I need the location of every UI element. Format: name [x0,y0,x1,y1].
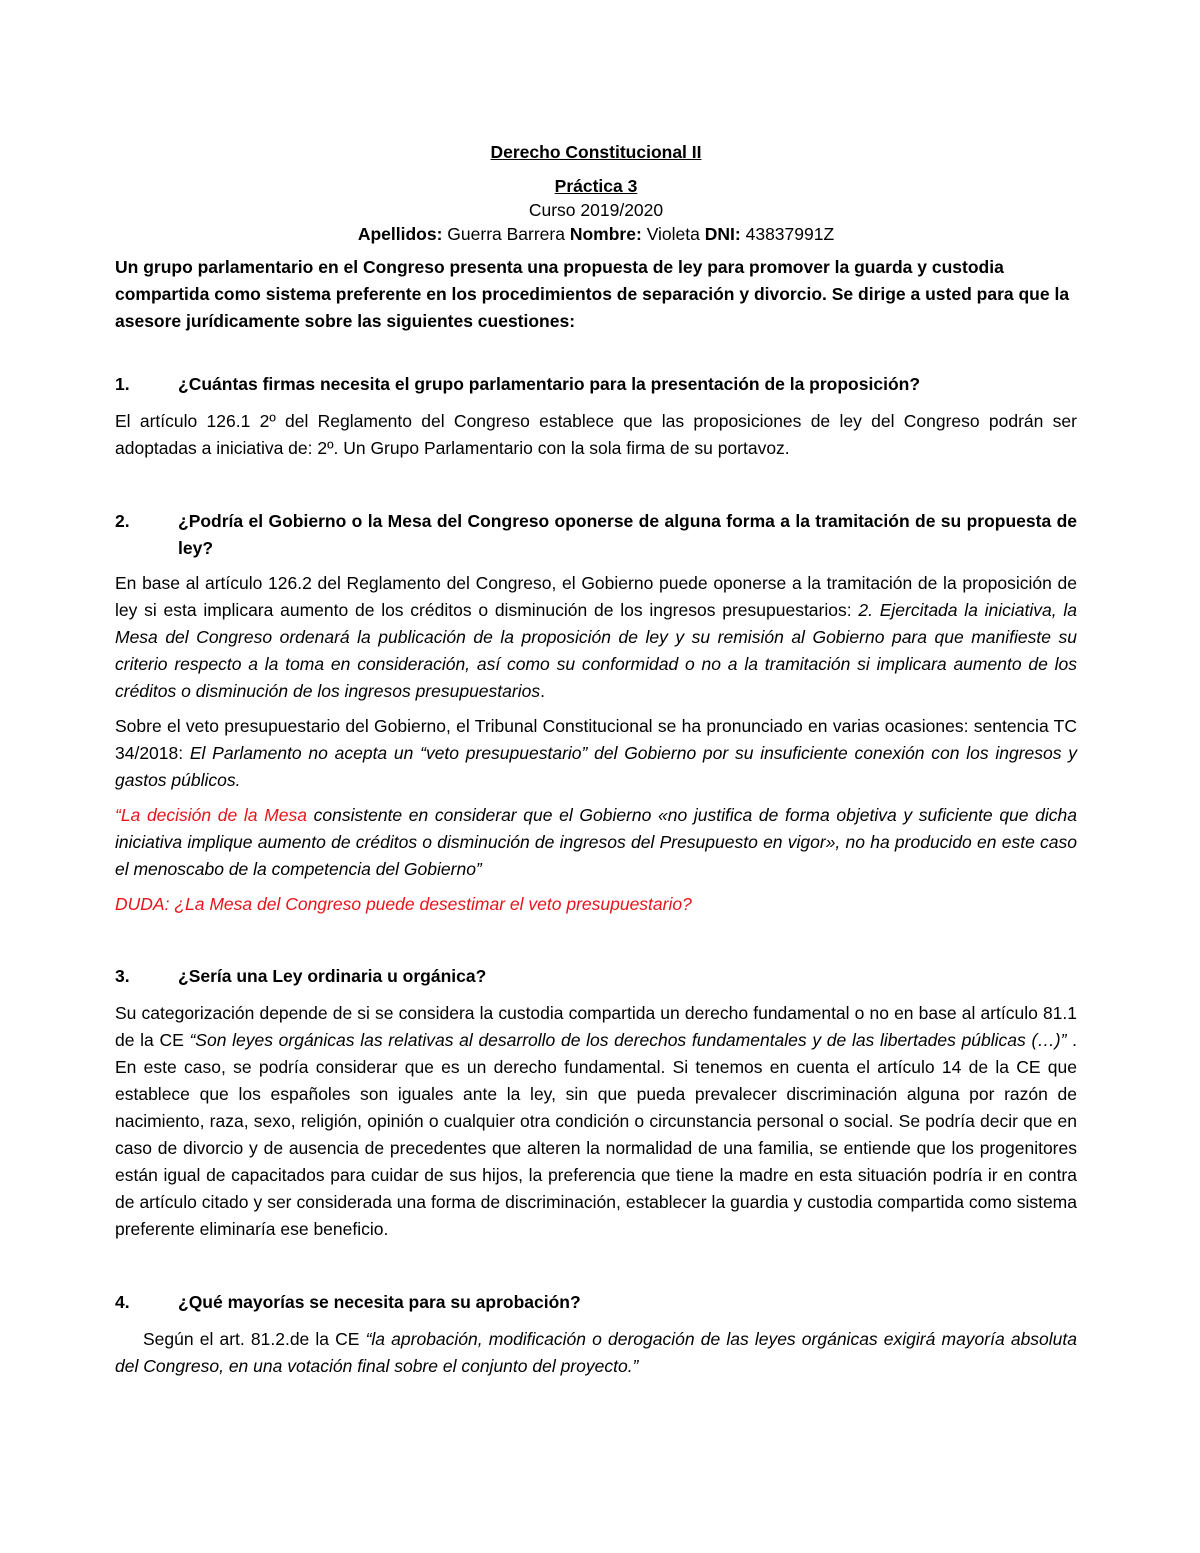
question-4-text: ¿Qué mayorías se necesita para su aprobación? [178,1292,581,1312]
q2-quote-red: “La decisión de la Mesa [115,805,307,825]
question-1-heading [115,371,1077,398]
q2-p1-plain: En base al artículo 126.2 del Reglamento del Congreso, el Gobierno puede oponerse a la tramitación de la proposición de ley si esta implicara aumento de los créditos o disminución de los ingresos presupuestarios: [115,573,1077,620]
q2-quote-rest: consistente en considerar que el Gobierno «no justifica de forma objetiva y suficiente que dicha iniciativa implique aumento de créditos o disminución de ingresos del Presupuesto en vigor», no ha producido en este caso el menoscabo de la competencia del Gobierno” [115,805,1077,879]
surname-value: Guerra Barrera [447,224,565,244]
q2-p2-plain: Sobre el veto presupuestario del Gobierno, el Tribunal Constitucional se ha pronunciado en varias ocasiones: sentencia TC 34/2018: [115,716,1077,763]
document-header [115,140,1077,246]
q2-p1-italic: 2. Ejercitada la iniciativa, la Mesa del Congreso ordenará la publicación de la proposición de ley y su remisión al Gobierno para que manifieste su criterio respecto a la toma en consideración, así como su conformidad o no a la tramitación si implicara aumento de los créditos o disminución de los ingresos presupuestarios [115,600,1077,701]
question-3-answer [115,1000,1077,1243]
question-1-answer: El artículo 126.1 2º del Reglamento del Congreso establece que las proposiciones de ley del Congreso podrán ser adoptadas a iniciativa de: 2º. Un Grupo Parlamentario con la sola firma de su portavoz. [115,411,1077,458]
question-2-quote [115,802,1077,883]
question-3-heading [115,963,1077,990]
q2-p2-italic: El Parlamento no acepta un “veto presupuestario” del Gobierno por su insuficiente conexión con los ingresos y gastos públicos. [115,743,1077,790]
intro-paragraph: Un grupo parlamentario en el Congreso presenta una propuesta de ley para promover la guarda y custodia compartida como sistema preferente en los procedimientos de separación y divorcio. Se dirige a usted para que la asesore jurídicamente sobre las siguientes cuestiones: [115,257,1070,331]
question-4-number: 4. [115,1292,130,1312]
surname-label: Apellidos: [357,224,443,244]
question-2-paragraph-1 [115,570,1077,705]
dni-label: DNI: [704,224,741,244]
name-value: Violeta [646,224,700,244]
course-year: Curso 2019/2020 [528,200,664,220]
question-2-text: ¿Podría el Gobierno o la Mesa del Congreso oponerse de alguna forma a la tramitación de su propuesta de ley? [178,511,1077,558]
question-4-answer [115,1326,1077,1380]
course-title: Derecho Constitucional II [490,142,702,162]
practice-title: Práctica 3 [554,176,638,196]
document-page [115,140,1077,1380]
question-1-number: 1. [115,374,130,394]
q3-part-1: Su categorización depende de si se considera la custodia compartida un derecho fundamental o no en base al artículo 81.1 de la CE [115,1003,1077,1050]
question-3-number: 3. [115,966,130,986]
q4-plain: Según el art. 81.2.de la CE [143,1329,366,1349]
name-label: Nombre: [569,224,642,244]
q2-p1-end: . [540,681,545,701]
question-2-number: 2. [115,511,130,531]
q4-italic: “la aprobación, modificación o derogación de las leyes orgánicas exigirá mayoría absoluta del Congreso, en una votación final sobre el conjunto del proyecto.” [115,1329,1077,1376]
question-2-paragraph-2 [115,713,1077,794]
question-4-heading [115,1289,1077,1316]
q3-part-2: . En este caso, se podría considerar que es un derecho fundamental. Si tenemos en cuenta el artículo 14 de la CE que establece que los españoles son iguales ante la ley, sin que pueda prevalecer discriminación alguna por razón de nacimiento, raza, sexo, religión, opinión o cualquier otra condición o circunstancia personal o social. Se podría decir que en caso de divorcio y de ausencia de precedentes que alteren la normalidad de una familia, se entiende que los progenitores están igual de capacitados para cuidar de sus hijos, la preferencia que tiene la madre en esta situación podría ir en contra de artículo citado y ser considerada una forma de discriminación, establecer la guardia y custodia compartida como sistema preferente eliminaría ese beneficio. [115,1030,1078,1239]
question-1-text: ¿Cuántas firmas necesita el grupo parlamentario para la presentación de la proposición? [178,374,921,394]
question-2-doubt: DUDA: ¿La Mesa del Congreso puede desestimar el veto presupuestario? [115,894,692,914]
question-3-text: ¿Sería una Ley ordinaria u orgánica? [178,966,487,986]
question-2-heading [115,508,1077,562]
dni-value: 43837991Z [745,224,835,244]
q3-italic: “Son leyes orgánicas las relativas al desarrollo de los derechos fundamentales y de las libertades públicas (…)” [189,1030,1067,1050]
student-info [115,222,1077,246]
